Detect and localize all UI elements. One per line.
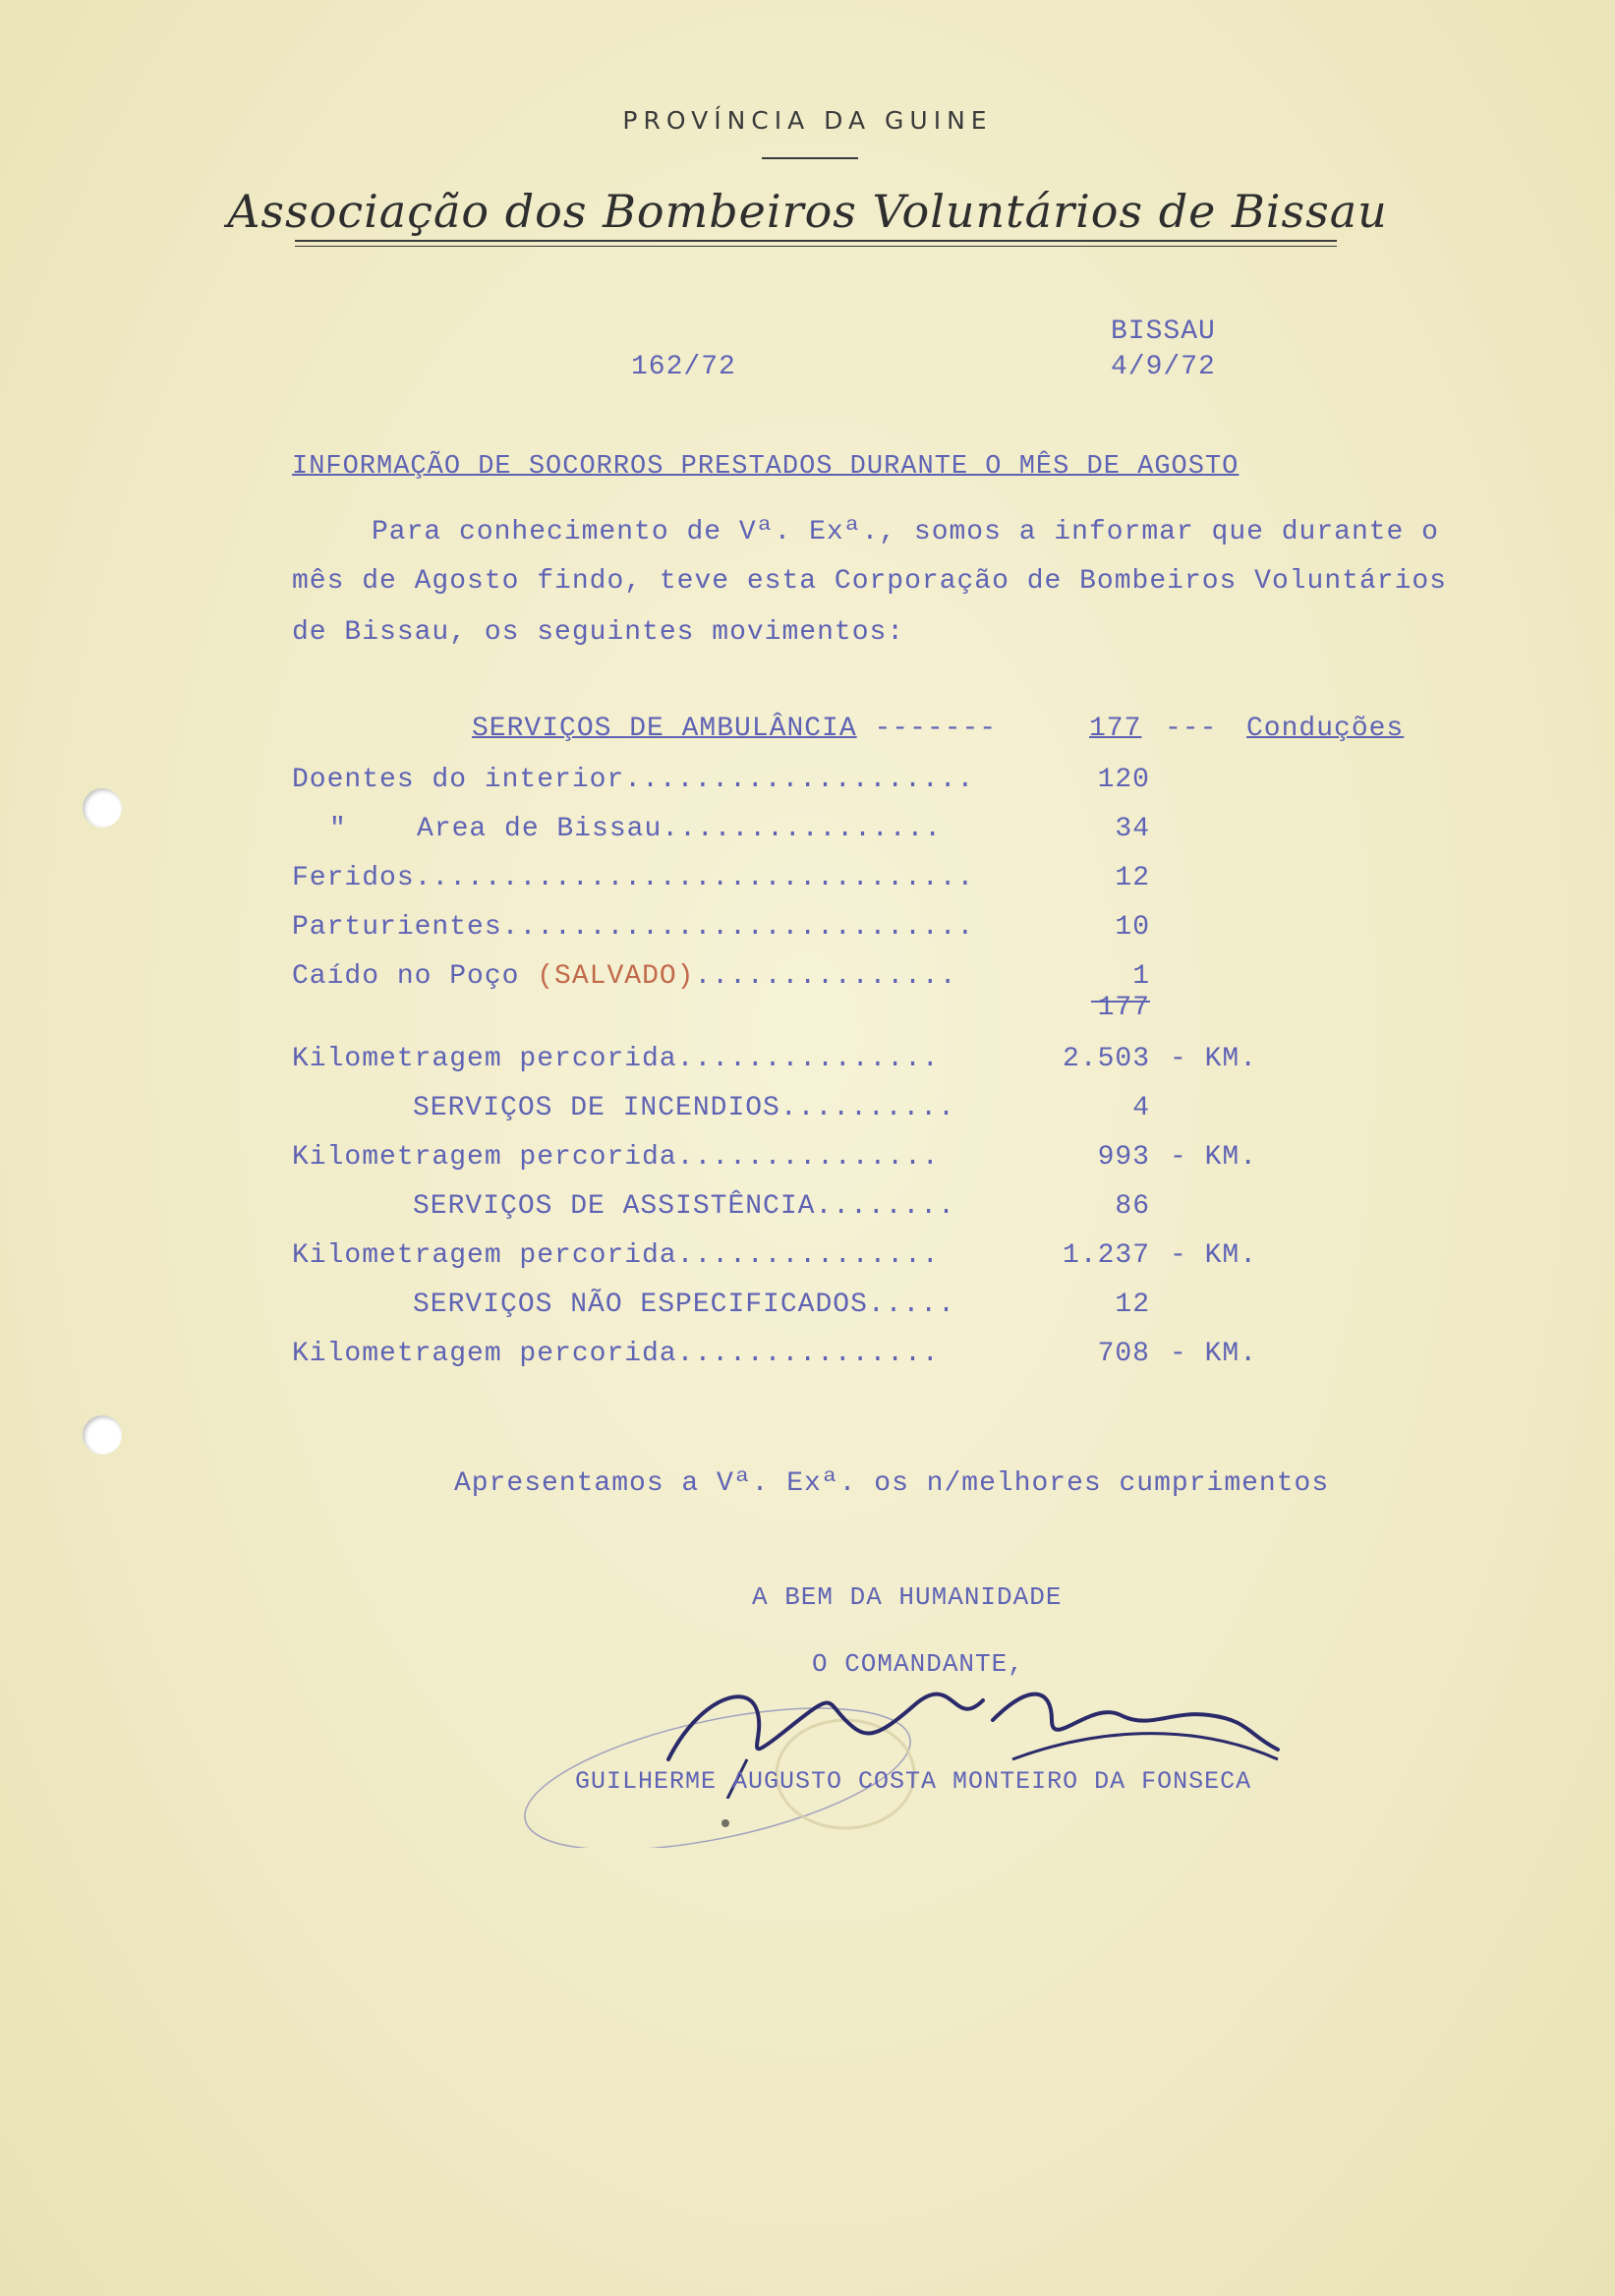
table-row	[292, 765, 974, 795]
row-label: Feridos	[292, 863, 415, 893]
service-row	[413, 1290, 955, 1320]
reference-date: 4/9/72	[1111, 352, 1216, 382]
row-value: 10	[1115, 912, 1150, 943]
ambulance-sum: 177	[1097, 993, 1150, 1023]
service-value: 1.237	[1062, 1240, 1150, 1271]
row-value: 1	[1132, 961, 1150, 992]
service-value: 12	[1115, 1290, 1150, 1320]
row-label: Doentes do interior	[292, 765, 625, 795]
letterhead-divider	[762, 157, 858, 159]
intro-line: Para conhecimento de Vª. Exª., somos a informar que durante o	[372, 517, 1439, 547]
intro-line: de Bissau, os seguintes movimentos:	[292, 617, 905, 648]
service-row	[292, 1142, 940, 1173]
letterhead-rule	[295, 246, 1337, 247]
closing-line: Apresentamos a Vª. Exª. os n/melhores cumprimentos	[454, 1468, 1330, 1499]
trailing-dashes: ---	[1165, 714, 1218, 744]
service-row	[292, 1240, 940, 1271]
row-leader-dots: ...............	[676, 1044, 940, 1074]
association-name: Associação dos Bombeiros Voluntários de Bissau	[227, 185, 1388, 238]
table-row	[292, 912, 974, 943]
role-title: O COMANDANTE,	[812, 1649, 1024, 1679]
row-leader-dots: ................................	[414, 863, 975, 893]
row-label: Parturientes	[292, 912, 502, 943]
heading-dashes: -------	[874, 714, 998, 744]
service-unit: - KM.	[1170, 1142, 1258, 1173]
service-row	[413, 1191, 955, 1222]
service-label: SERVIÇOS DE INCENDIOS	[413, 1093, 780, 1123]
ambulance-unit: Conduções	[1246, 714, 1405, 744]
row-value: 120	[1097, 765, 1150, 795]
service-label: SERVIÇOS DE ASSISTÊNCIA	[413, 1191, 816, 1222]
row-label: Caído no Poço	[292, 961, 520, 992]
row-value: 34	[1115, 814, 1150, 844]
ambulance-heading: SERVIÇOS DE AMBULÂNCIA	[472, 714, 857, 744]
row-value: 12	[1115, 863, 1150, 893]
row-leader-dots: ...........................	[501, 912, 975, 943]
service-label: SERVIÇOS NÃO ESPECIFICADOS	[413, 1290, 868, 1320]
row-note: (SALVADO)	[537, 961, 695, 992]
service-row	[413, 1093, 955, 1123]
letterhead-rule	[295, 240, 1337, 242]
service-value: 708	[1097, 1339, 1150, 1369]
service-value: 86	[1115, 1191, 1150, 1222]
row-leader-dots: ................	[662, 814, 943, 844]
row-leader-dots: ...............	[676, 1339, 940, 1369]
service-label: Kilometragem percorida	[292, 1142, 677, 1173]
ambulance-total: 177	[1089, 714, 1142, 744]
service-value: 4	[1132, 1093, 1150, 1123]
service-unit: - KM.	[1170, 1339, 1258, 1369]
reference-place: BISSAU	[1111, 316, 1216, 347]
row-leader-dots: ...............	[694, 961, 957, 992]
row-leader-dots: ....................	[624, 765, 975, 795]
row-leader-dots: ........	[815, 1191, 955, 1222]
row-leader-dots: .....	[867, 1290, 955, 1320]
row-label: " Area de Bissau	[329, 814, 663, 844]
subject-line: INFORMAÇÃO DE SOCORROS PRESTADOS DURANTE O MÊS DE AGOSTO	[292, 452, 1240, 482]
service-row	[292, 1339, 940, 1369]
table-row	[292, 961, 957, 992]
row-leader-dots: ..........	[779, 1093, 955, 1123]
row-leader-dots: ...............	[676, 1240, 940, 1271]
service-row	[292, 1044, 940, 1074]
row-leader-dots: ...............	[676, 1142, 940, 1173]
service-value: 2.503	[1062, 1044, 1150, 1074]
service-unit: - KM.	[1170, 1240, 1258, 1271]
table-row	[329, 814, 942, 844]
service-label: Kilometragem percorida	[292, 1339, 677, 1369]
punch-hole-icon	[83, 1415, 122, 1455]
signatory-name: GUILHERME AUGUSTO COSTA MONTEIRO DA FONSECA	[575, 1767, 1252, 1796]
service-label: Kilometragem percorida	[292, 1240, 677, 1271]
service-label: Kilometragem percorida	[292, 1044, 677, 1074]
table-row	[292, 863, 974, 893]
ambulance-heading-row	[472, 714, 997, 744]
motto: A BEM DA HUMANIDADE	[752, 1582, 1063, 1612]
intro-line: mês de Agosto findo, teve esta Corporação de Bombeiros Voluntários	[292, 566, 1447, 597]
service-unit: - KM.	[1170, 1044, 1258, 1074]
service-value: 993	[1097, 1142, 1150, 1173]
province-heading: PROVÍNCIA DA GUINE	[622, 106, 993, 135]
reference-number: 162/72	[631, 352, 736, 382]
punch-hole-icon	[83, 788, 122, 828]
